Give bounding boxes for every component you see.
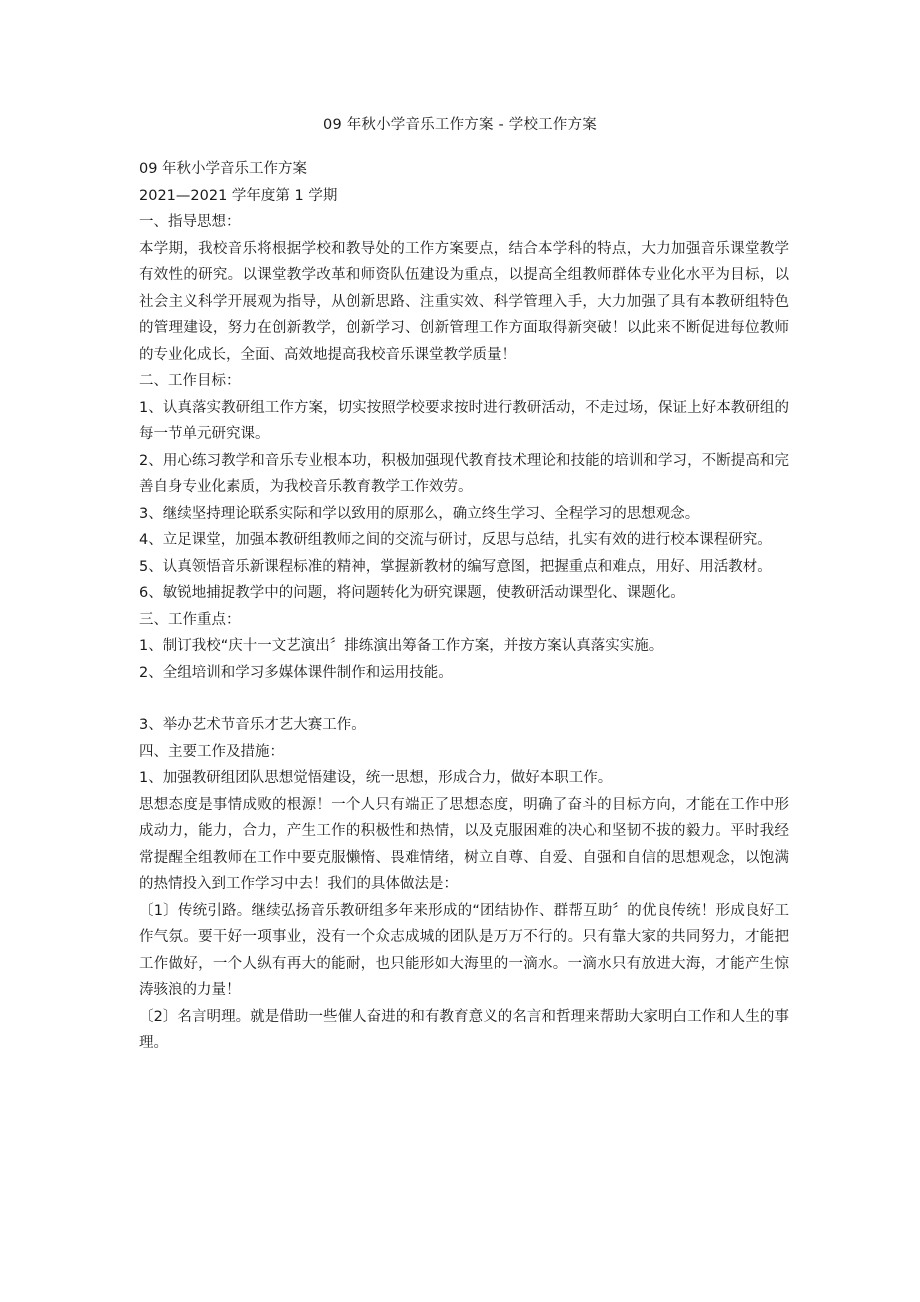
section-heading-guiding-thought: 一、指导思想： — [139, 214, 241, 230]
attitude-paragraph: 思想态度是事情成败的根源！一个人只有端正了思想态度，明确了奋斗的目标方向，才能在工作中形成动力，能力，合力，产生工作的积极性和热情，以及克服困难的决心和坚韧不拔的毅力。平时我经常提醒全组教师在工作中要克服懒惰、畏难情绪，树立自尊、自爱、自强和自信的思想观念，以饱满的热情投入到工作学习中去！我们的具体做法是： — [139, 796, 789, 892]
tradition-paragraph: 〔1〕传统引路。继续弘扬音乐教研组多年来形成的“团结协作、群帮互助〞的优良传统！形成良好工作气氛。要干好一项事业，没有一个众志成城的团队是万万不行的。只有靠大家的共同努力，才能把工作做好，一个人纵有再大的能耐，也只能形如大海里的一滴水。一滴水只有放进大海，才能产生惊涛骇浪的力量！ — [139, 902, 789, 998]
goal-item-3: 3、继续坚持理论联系实际和学以致用的原那么，确立终生学习、全程学习的思想观念。 — [139, 505, 700, 522]
school-year: 2021—2021 学年度第 1 学期 — [139, 187, 338, 204]
doc-heading: 09 年秋小学音乐工作方案 — [139, 161, 308, 177]
focus-item-1: 1、制订我校“庆十一文艺演出〞排练演出筹备工作方案，并按方案认真落实实施。 — [139, 638, 664, 654]
document-title: 09 年秋小学音乐工作方案 - 学校工作方案 — [323, 117, 597, 133]
guiding-thought-paragraph: 本学期，我校音乐将根据学校和教导处的工作方案要点，结合本学科的特点，大力加强音乐课堂教学有效性的研究。以课堂教学改革和师资队伍建设为重点，以提高全组教师群体专业化水平为目标，以社会主义科学开展观为指导，从创新思路、注重实效、科学管理入手，大力加强了具有本教研组特色的管理建设，努力在创新教学，创新学习、创新管理工作方面取得新突破！以此来不断促进每位教师的专业化成长，全面、高效地提高我校音乐课堂教学质量！ — [139, 240, 789, 363]
quotes-paragraph: 〔2〕名言明理。就是借助一些催人奋进的和有教育意义的名言和哲理来帮助大家明白工作和人生的事理。 — [139, 1008, 789, 1051]
blank-line — [139, 686, 789, 712]
focus-item-3: 3、举办艺术节音乐才艺大赛工作。 — [139, 717, 366, 733]
focus-item-2: 2、全组培训和学习多媒体课件制作和运用技能。 — [139, 664, 453, 681]
goal-item-4: 4、立足课堂，加强本教研组教师之间的交流与研讨，反思与总结，扎实有效的进行校本课程研究。 — [139, 532, 772, 548]
section-heading-main-measures: 四、主要工作及措施： — [139, 743, 284, 760]
section-heading-work-goals: 二、工作目标： — [139, 373, 241, 389]
section-heading-work-focus: 三、工作重点： — [139, 611, 241, 628]
goal-item-1: 1、认真落实教研组工作方案，切实按照学校要求按时进行教研活动，不走过场，保证上好本教研组的每一节单元研究课。 — [139, 399, 789, 442]
measure-item-1: 1、加强教研组团队思想觉悟建设，统一思想，形成合力，做好本职工作。 — [139, 770, 613, 786]
goal-item-5: 5、认真领悟音乐新课程标准的精神，掌握新教材的编写意图，把握重点和难点，用好、用活教材。 — [139, 558, 772, 575]
goal-item-2: 2、用心练习教学和音乐专业根本功，积极加强现代教育技术理论和技能的培训和学习，不断提高和完善自身专业化素质，为我校音乐教育教学工作效劳。 — [139, 452, 789, 495]
goal-item-6: 6、敏锐地捕捉教学中的问题，将问题转化为研究课题，使教研活动课型化、课题化。 — [139, 585, 685, 601]
document-body — [139, 156, 789, 1057]
